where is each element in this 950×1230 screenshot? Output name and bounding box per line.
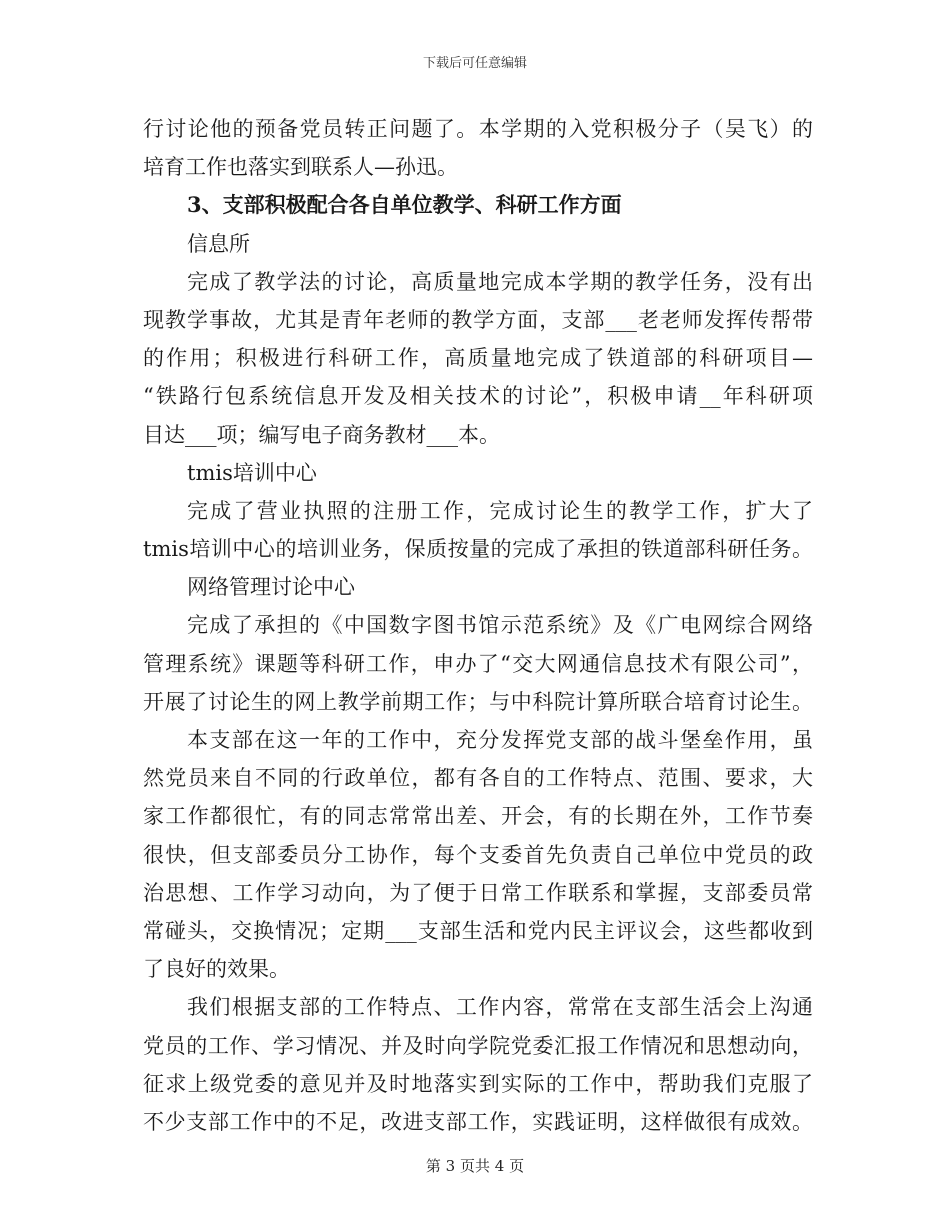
- text-line: “铁路行包系统信息开发及相关技术的讨论”，积极申请__年科研项: [143, 384, 813, 409]
- text-line: 培育工作也落实到联系人—孙迅。: [143, 155, 458, 180]
- document-body: [143, 110, 813, 1141]
- text-line: 然党员来自不同的行政单位，都有各自的工作特点、范围、要求，大: [143, 766, 813, 791]
- text-line: 信息所: [187, 231, 250, 256]
- text-line: 的作用；积极进行科研工作，高质量地完成了铁道部的科研项目—: [143, 346, 813, 371]
- text-line: 不少支部工作中的不足，改进支部工作，实践证明，这样做很有成效。: [143, 1109, 813, 1134]
- text-line: 我们根据支部的工作特点、工作内容，常常在支部生活会上沟通: [187, 995, 813, 1020]
- text-line: 完成了承担的《中国数字图书馆示范系统》及《广电网综合网络: [187, 613, 813, 638]
- text-line: 家工作都很忙，有的同志常常出差、开会，有的长期在外，工作节奏: [143, 804, 813, 829]
- text-line: tmis培训中心的培训业务，保质按量的完成了承担的铁道部科研任务。: [143, 537, 813, 562]
- text-line: 完成了教学法的讨论，高质量地完成本学期的教学任务，没有出: [187, 269, 813, 294]
- page-header: 下载后可任意编辑: [422, 56, 527, 71]
- page-number: 第 3 页共 4 页: [425, 1157, 525, 1175]
- text-line: tmis培训中心: [187, 460, 317, 485]
- text-line: 完成了营业执照的注册工作，完成讨论生的教学工作，扩大了: [187, 498, 813, 523]
- text-line: 开展了讨论生的网上教学前期工作；与中科院计算所联合培育讨论生。: [143, 689, 813, 714]
- text-line: 常碰头，交换情况；定期___支部生活和党内民主评议会，这些都收到: [143, 918, 813, 943]
- section-heading: 3、支部积极配合各自单位教学、科研工作方面: [187, 192, 622, 218]
- text-line: 行讨论他的预备党员转正问题了。本学期的入党积极分子（吴飞）的: [143, 117, 813, 141]
- text-line: 现教学事故，尤其是青年老师的教学方面，支部___老老师发挥传帮带: [143, 307, 813, 332]
- text-line: 本支部在这一年的工作中，充分发挥党支部的战斗堡垒作用，虽: [187, 728, 813, 752]
- text-line: 网络管理讨论中心: [187, 575, 355, 600]
- text-line: 治思想、工作学习动向，为了便于日常工作联系和掌握，支部委员常: [143, 880, 813, 905]
- text-line: 党员的工作、学习情况、并及时向学院党委汇报工作情况和思想动向，: [143, 1033, 813, 1058]
- text-line: 很快，但支部委员分工协作，每个支委首先负责自己单位中党员的政: [143, 842, 813, 867]
- text-line: 了良好的效果。: [143, 957, 290, 982]
- text-line: 目达___项；编写电子商务教材___本。: [143, 422, 500, 447]
- text-line: 征求上级党委的意见并及时地落实到实际的工作中，帮助我们克服了: [143, 1071, 813, 1096]
- text-line: 管理系统》课题等科研工作，申办了“交大网通信息技术有限公司”，: [143, 651, 813, 676]
